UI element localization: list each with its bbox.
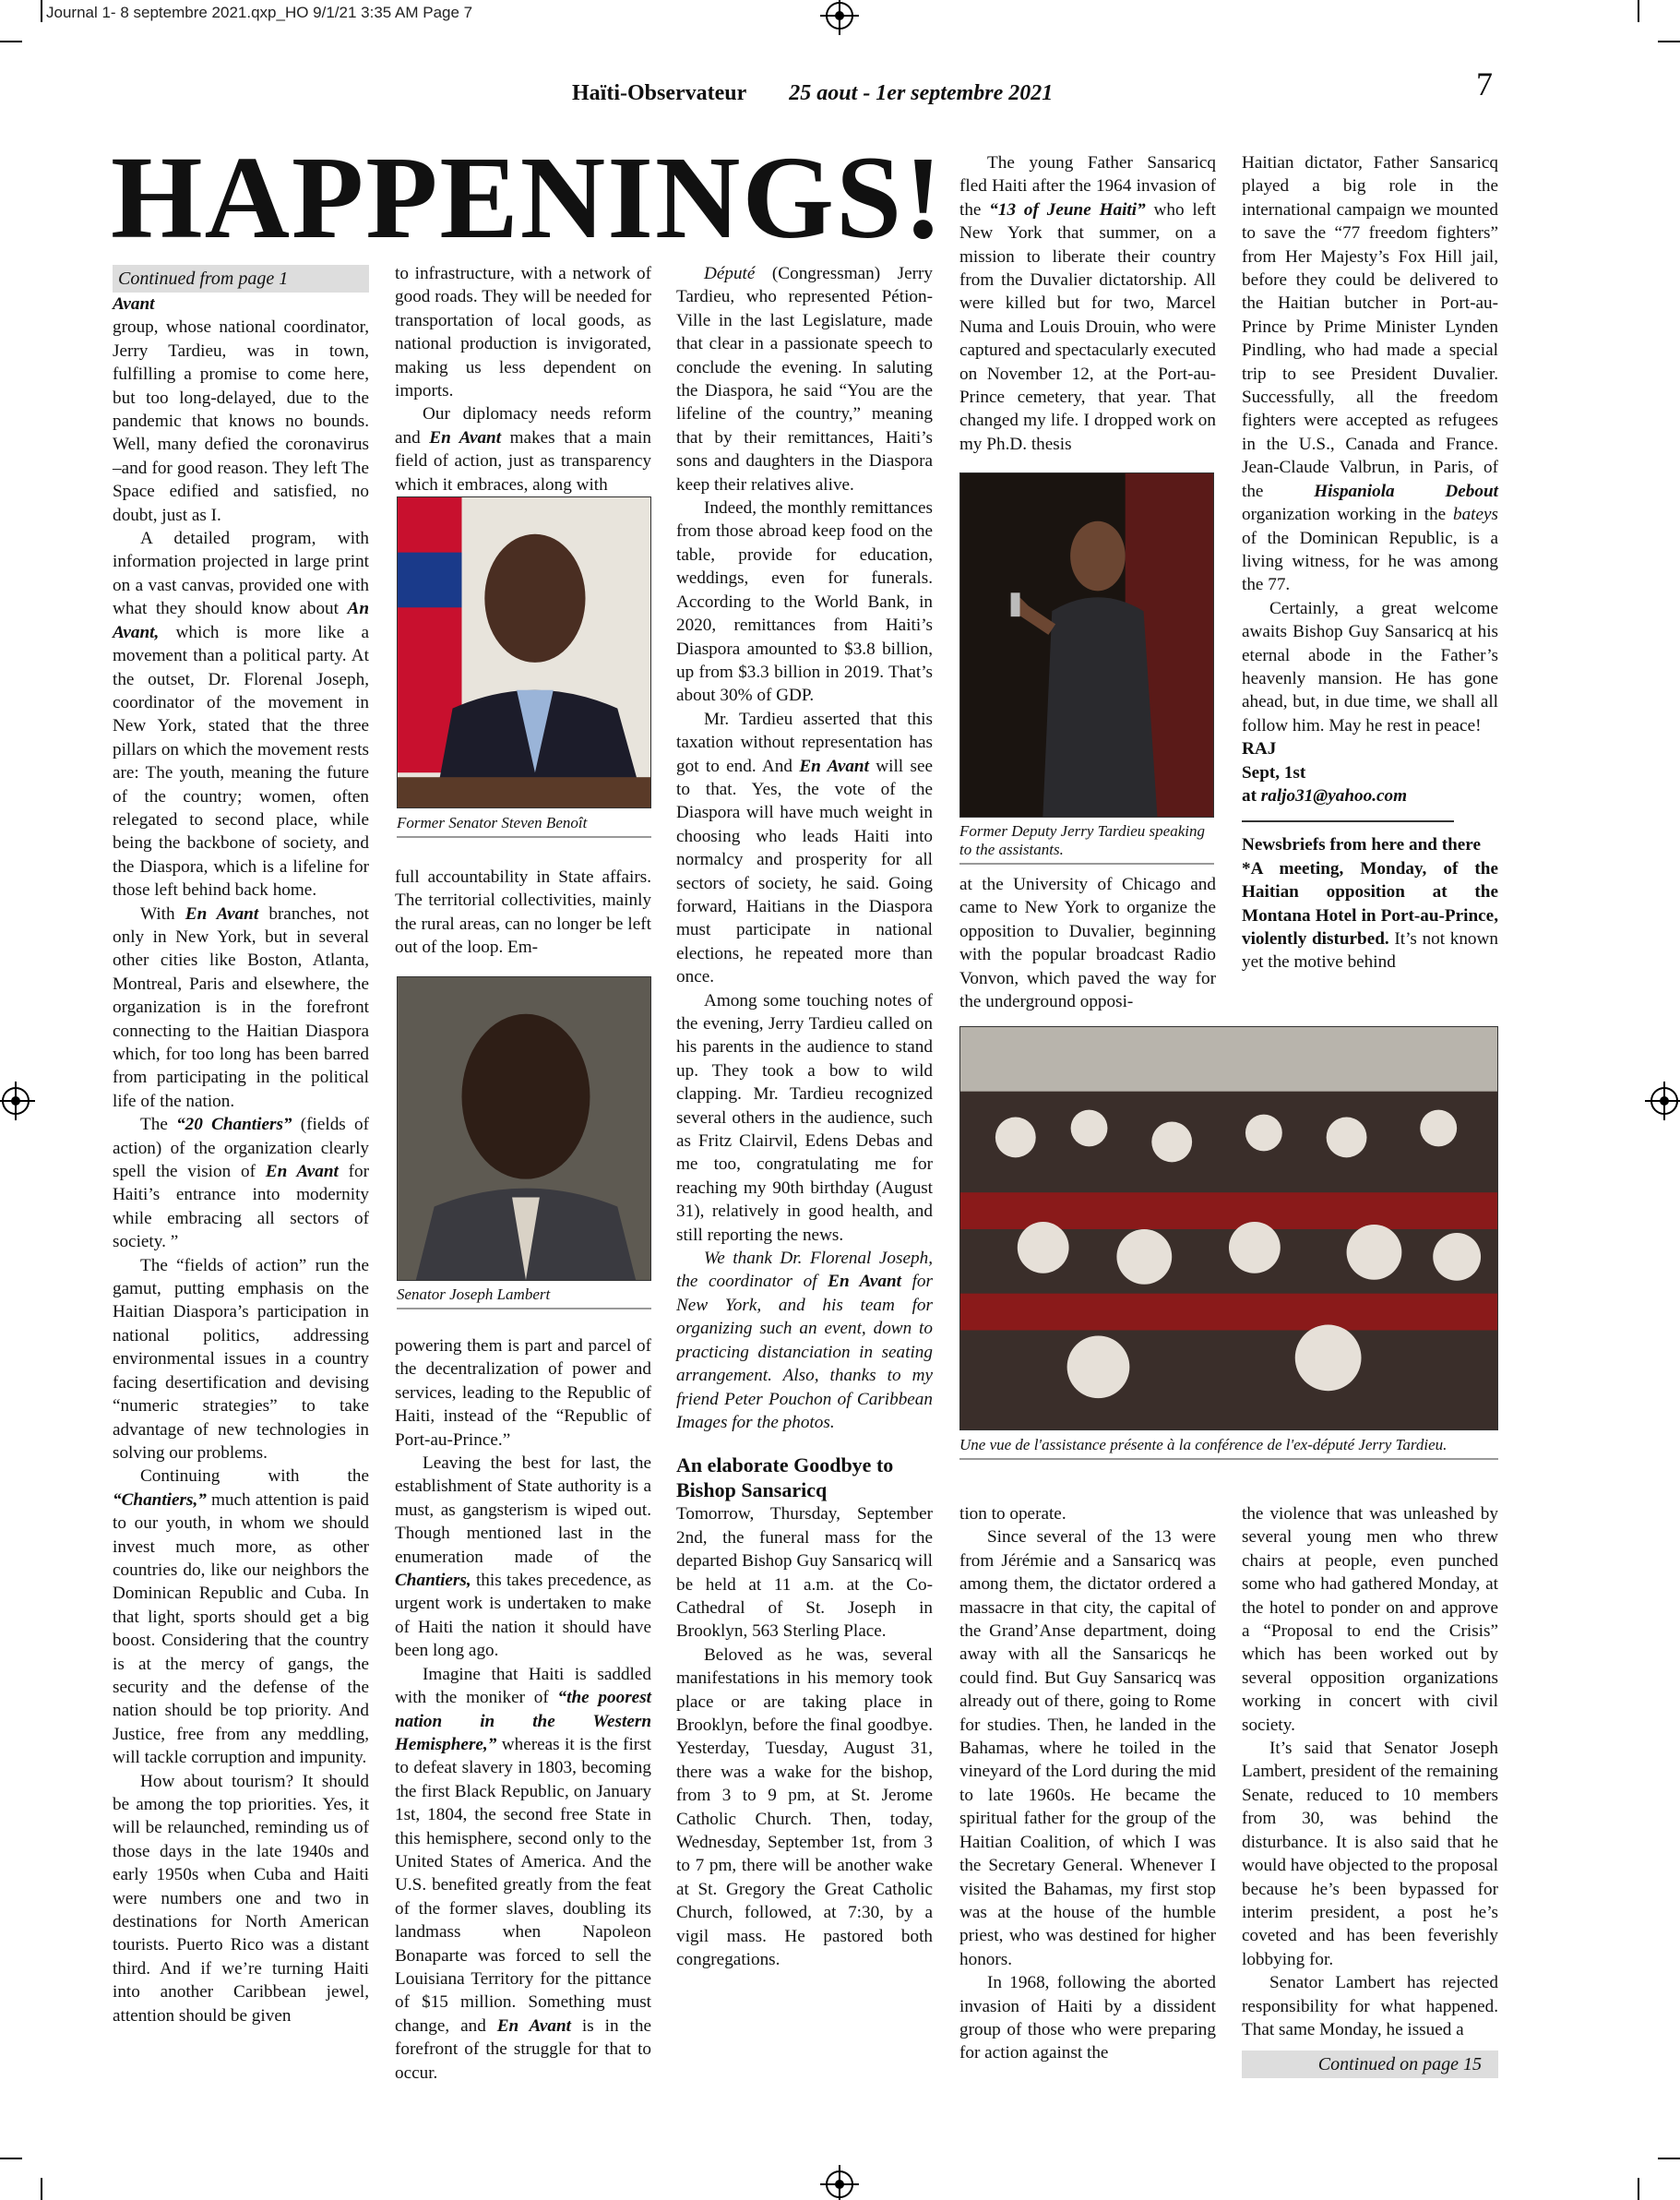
paragraph: Since several of the 13 were from Jérémie and a Sansaricq was among them, the dictator ordered a massacre in that city, the capital of the Grand’Anse department, doing away with all the Sansaricqs he could find. But Guy Sansaricq was already out of there, going to Rome for studies. Then, he landed in the Bahamas, where he toiled in the vineyard of the Lord during the mid to late 1960s. He became the spiritual father for the group of the Haitian Coalition, of which I was the Secretary General. Whenever I visited the Bahamas, my first stop was at the house of the humble priest, who was destined for higher honors.	[959, 1527, 1216, 1969]
page-headline: HAPPENINGS!	[111, 132, 945, 263]
divider	[1242, 820, 1454, 822]
paragraph: Continuing with the “Chantiers,” much attention is paid to our youth, in whom we should invest much more, as other countries do, like our neighbors the Dominican Republic and Cuba. In that light, sports should get a big boost. Considering that the country is at the mercy of gangs, the security and the defense of the nation should be top priority. And Justice, free from any meddling, will tackle corruption and impunity.	[113, 1466, 369, 1768]
paragraph: How about tourism? It should be among the top priorities. Yes, it will be relaunched, reminding us of those days in the late 1940s and early 1950s when Cuba and Haiti were numbers one and two in destinations for North American tourists. Puerto Rico was a distant third. And if we’re turning Haiti into another Caribbean jewel, attention should be given	[113, 1771, 369, 2026]
article-column-5	[1242, 151, 1498, 974]
paragraph: group, whose national coordinator, Jerry Tardieu, was in town, fulfilling a promise to come here, but too long-delayed, due to the pandemic that knows no bounds. Well, many defied the coronavirus –and for good reason. They left The Space edified and satisfied, no doubt, just as I.	[113, 317, 369, 525]
page-number: 7	[1476, 66, 1493, 102]
paragraph: The young Father Sansaricq fled Haiti after the 1964 invasion of the “13 of Jeune Haiti” who left New York that summer, on a mission to liberate their country from the Duvalier dictatorship. All were killed but for two, Marcel Numa and Louis Drouin, who were captured and spectacularly executed on November 12, at the Port-au-Prince cemetery, that year. That changed my life. I dropped work on my Ph.D. thesis	[959, 153, 1216, 454]
article-column-4b	[959, 873, 1216, 1013]
paragraph: A detailed program, with information projected in large print on a vast canvas, provided one with what they should know about An Avant, which is more like a movement than a political party. At the outset, Dr. Florenal Joseph, coordinator of the movement in New York, stated that the three pillars on which the movement rests are: The youth, meaning the future of the country; women, often relegated to second place, while being the backbone of society, and the Diaspora, which is a lifeline for those left behind back home.	[113, 529, 369, 901]
paragraph: Indeed, the monthly remittances from those abroad keep food on the table, provide for education, weddings, even for funerals. According to the World Bank, in 2020, remittances from Haiti’s Diaspora amounted to $3.8 billion, up from $3.3 billion in 2019. That’s about 30% of GDP.	[676, 498, 933, 706]
paragraph: Our diplomacy needs reform and En Avant makes that a main field of action, just as transparency which it embraces, along with	[395, 404, 651, 495]
paragraph: Haitian dictator, Father Sansaricq played a big role in the international campaign we mounted to save the “77 freedom fighters” from Her Majesty’s Fox Hill jail, before they could be delivered to the Haitian butcher in Port-au-Prince by Prime Minister Lynden Pindling, who had made a special trip to see President Duvalier. Successfully, all the freedom fighters were accepted as refugees in the U.S., Canada and France. Jean-Claude Valbrun, in Paris, of the Hispaniola Debout organization working in the bateys of the Dominican Republic, is a living witness, for he was among the 77.	[1242, 153, 1498, 595]
article-column-2c	[395, 1334, 651, 2085]
paragraph: at the University of Chicago and came to New York to organize the opposition to Duvalier, beginning with the popular broadcast Radio Vonvon, which paved the way for the underground opposi-	[959, 875, 1216, 1012]
paragraph: powering them is part and parcel of the decentralization of power and services, leading to the Republic of Haiti, instead of the “Republic of Port-au-Prince.”	[395, 1336, 651, 1450]
paragraph: Beloved as he was, several manifestations in his memory took place or are taking place in Brooklyn, before the final goodbye. Yesterday, Tuesday, August 31, there was a wake for the bishop, from 3 to 9 pm, at St. Jerome Catholic Church. Then, today, Wednesday, September 1st, from 3 to 7 pm, there will be another wake at St. Gregory the Great Catholic Church, followed, at 7:30, by a vigil mass. He pastored both congregations.	[676, 1644, 933, 1970]
paragraph: tion to operate.	[959, 1504, 1066, 1524]
registration-mark-icon	[826, 2170, 853, 2198]
photo-jerry-tardieu	[959, 472, 1214, 818]
crop-mark	[0, 2158, 22, 2159]
masthead	[572, 81, 1053, 106]
caption-lambert: Senator Joseph Lambert	[397, 1285, 651, 1309]
subheading-goodbye: An elaborate Goodbye to Bishop Sansaricq	[676, 1453, 894, 1502]
article-column-2b	[395, 866, 651, 960]
article-column-4	[959, 151, 1216, 456]
crop-mark	[0, 41, 22, 42]
caption-tardieu: Former Deputy Jerry Tardieu speaking to the assistants.	[959, 822, 1214, 865]
crop-mark	[1658, 41, 1680, 42]
article-column-2	[395, 262, 651, 496]
photo-joseph-lambert	[397, 976, 651, 1281]
subheading-newsbriefs: Newsbriefs from here and there	[1242, 835, 1481, 855]
crop-mark	[1638, 0, 1639, 22]
paragraph: We thank Dr. Florenal Joseph, the coordinator of En Avant for New York, and his team for organizing such an event, down to practicing distanciation in seating arrangement. Also, thanks to my friend Peter Pouchon of Caribbean Images for the photos.	[676, 1249, 933, 1432]
paragraph: *A meeting, Monday, of the Haitian opposition at the Montana Hotel in Port-au-Prince, violently disturbed. It’s not known yet the motive behind	[1242, 858, 1498, 973]
signature-block: RAJ Sept, 1st at raljo31@yahoo.com	[1242, 739, 1408, 806]
paragraph: Senator Lambert has rejected responsibility for what happened. That same Monday, he issued a	[1242, 1973, 1498, 2039]
paragraph: The “20 Chantiers” (fields of action) of the organization clearly spell the vision of En Avant for Haiti’s entrance into modernity while embracing all sectors of society. ”	[113, 1115, 370, 1252]
paragraph: Tomorrow, Thursday, September 2nd, the funeral mass for the departed Bishop Guy Sansaricq will be held at 11 a.m. at the Co-Cathedral of St. Joseph in Brooklyn, 563 Sterling Place.	[676, 1504, 933, 1642]
paragraph: In 1968, following the aborted invasion of Haiti by a dissident group of those who were preparing for action against the	[959, 1973, 1216, 2063]
caption-audience: Une vue de l'assistance présente à la conférence de l'ex-député Jerry Tardieu.	[959, 1436, 1498, 1460]
crop-mark	[41, 2178, 42, 2200]
photo-steven-benoit	[397, 496, 651, 808]
crop-mark	[1658, 2158, 1680, 2159]
registration-mark-icon	[2, 1087, 30, 1115]
paragraph: Certainly, a great welcome awaits Bishop Guy Sansaricq at his eternal abode in the Father’s heavenly mansion. He has gone ahead, but, in due time, we shall all follow him. May he rest in peace!	[1242, 598, 1498, 735]
continued-from-label: Continued from page 1	[113, 265, 369, 293]
photo-audience	[959, 1026, 1498, 1430]
paragraph: Mr. Tardieu asserted that this taxation without representation has got to end. And En Avant will see to that. Yes, the vote of the Diaspora will have much weight in choosing who leads Haiti into normalcy and prosperity for all sectors of society, he said. Going forward, Haitians in the Diaspora must participate in national elections, he repeated more than once.	[676, 709, 933, 987]
paragraph: to infrastructure, with a network of good roads. They will be needed for transportation of local goods, as national production is invigorated, making us less dependent on imports.	[395, 264, 651, 401]
registration-mark-icon	[826, 2, 853, 30]
publication-name: Haïti-Observateur	[572, 81, 747, 105]
article-column-3	[676, 262, 933, 1971]
article-column-4c	[959, 1502, 1216, 2065]
crop-mark	[41, 0, 42, 22]
paragraph: the violence that was unleashed by several young men who threw chairs at people, even punched some who had gathered Monday, at the hotel to ponder on and approve a “Proposal to end the Crisis” which has been worked out by several opposition organizations working in concert with civil society.	[1242, 1504, 1498, 1735]
crop-mark	[1638, 2178, 1639, 2200]
paragraph: Among some touching notes of the evening, Jerry Tardieu called on his parents in the audience to stand up. They took a bow to wild clapping. Mr. Tardieu recognized several others in the audience, such as Fritz Clairvil, Edens Debas and me too, congratulating me for reaching my 90th birthday (August 31), relatively in good health, and still reporting the news.	[676, 990, 933, 1245]
paragraph: full accountability in State affairs. The territorial collectivities, mainly the rural areas, can no longer be left out of the loop. Em-	[395, 867, 651, 958]
issue-date: 25 aout - 1er septembre 2021	[789, 81, 1054, 105]
paragraph: Imagine that Haiti is saddled with the moniker of “the poorest nation in the Western Hemisphere,” whereas it is the first to defeat slavery in 1803, becoming the first Black Republic, on January 1st, 1804, the second free State in this hemisphere, second only to the United States of America. And the U.S. benefited greatly from the feat of the former slaves, doubling its landmass when Napoleon Bonaparte was forced to sell the Louisiana Territory for the pittance of $15 million. Something must change, and En Avant is in the forefront of the struggle for that to occur.	[395, 1664, 651, 2083]
paragraph: Député (Congressman) Jerry Tardieu, who represented Pétion-Ville in the last Legislature, made that clear in a passionate speech to conclude the evening. In saluting the Diaspora, he said “You are the lifeline of the country,” meaning that by their remittances, Haiti’s sons and daughters in the Diaspora keep their relatives alive.	[676, 264, 933, 495]
paragraph: The “fields of action” run the gamut, putting emphasis on the Haitian Diaspora’s participation in national politics, addressing environmental issues in a country facing desertification and devising “numeric strategies” to take advantage of new technologies in solving our problems.	[113, 1255, 369, 1463]
article-column-5b	[1242, 1502, 1498, 2041]
email-link[interactable]: raljo31@yahoo.com	[1260, 785, 1408, 806]
continued-on-label: Continued on page 15	[1242, 2051, 1498, 2078]
paragraph: With En Avant branches, not only in New York, but in several other cities like Boston, Atlanta, Montreal, Paris and elsewhere, the organization is in the forefront connecting to the Haitian Diaspora which, for too long has been barred from participating in the political life of the nation.	[113, 903, 369, 1111]
file-slug: Journal 1- 8 septembre 2021.qxp_HO 9/1/21 3:35 AM Page 7	[46, 4, 473, 21]
registration-mark-icon	[1650, 1087, 1678, 1115]
caption-benoit: Former Senator Steven Benoît	[397, 814, 651, 838]
paragraph: It’s said that Senator Joseph Lambert, president of the remaining Senate, reduced to 10 members from 30, was behind the disturbance. It is also said that he would have objected to the proposal because he’s been bypassed for interim president, a post he’s coveted and has been feverishly lobbying for.	[1242, 1739, 1498, 1969]
paragraph: Leaving the best for last, the establishment of State authority is a must, as gangsterism is wiped out. Though mentioned last in the enumeration made of the Chantiers, this takes precedence, as urgent work is undertaken to make of Haiti the nation it should have been long ago.	[395, 1453, 651, 1661]
article-column-1: Continued from page 1 Avant group, whose national coordinator, Jerry Tardieu, was in town, fulfilling a promise to come here, but too long-delayed, due to the pandemic that knows no bounds. Well, many defied the coronavirus –and for good reason. They left The Space edified and satisfied, no doubt, just as I. A detailed program, with information projected in large print on a vast canvas, provided one with what they should know about An Avant, which is more like a movement than a political party. At the outset, Dr. Florenal Joseph, coordinator of the movement in New York, stated that the three pillars on which the movement rests are: The youth, meaning the future of the country; women, often relegated to second place, while being the backbone of society, and the Diaspora, which is a lifeline for those left behind back home. With En Avant branches, not only in New York, but in several other cities like Boston, Atlanta, Montreal, Paris and elsewhere, the organization is in the forefront connecting to the Haitian Diaspora which, for too long has been barred from participating in the political life of the nation. The “20 Chantiers” (fields of action) of the organization clearly spell the vision of En Avant for Haiti’s entrance into modernity while embracing all sectors of society. ” The “fields of action” run the gamut, putting emphasis on the Haitian Diaspora’s participation in national politics, addressing environmental issues in a country facing desertification and devising “numeric strategies” to take advantage of new technologies in solving our problems. Continuing with the “Chantiers,” much attention is paid to our youth, in whom we should invest much more, as other countries do, like our neighbors the Dominican Republic and Cuba. In that light, sports should get a big boost. Considering that the country is at the mercy of gangs, the security and the defense of the nation should be top priority. And Justice, free from any meddling, will tackle corruption and impunity. How about tourism? It should be among the top priorities. Yes, it will be relaunched, reminding us of those days in the late 1940s and early 1950s when Cuba and Haiti were numbers one and two in destinations for North American tourists. Puerto Rico was a distant third. And if we’re turning Haiti into another Caribbean jewel, attention should be given	[113, 265, 369, 2027]
